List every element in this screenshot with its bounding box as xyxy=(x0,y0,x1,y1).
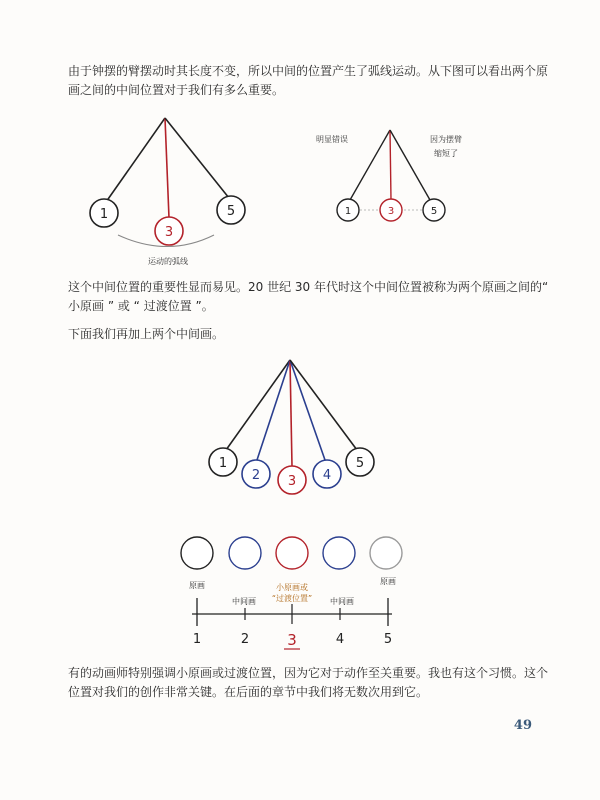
pendulum-diagram-correct xyxy=(90,118,245,266)
label-breakdown-2: “过渡位置” xyxy=(271,594,313,603)
tick-label-1: 1 xyxy=(192,632,202,647)
page-number: 49 xyxy=(513,718,532,733)
label-key-left: 原画 xyxy=(189,581,205,590)
note-wrong: 明显错误 xyxy=(316,135,348,144)
timing-ball-4 xyxy=(323,537,355,569)
pendulum-diagram-five xyxy=(209,360,374,494)
note-reason-1: 因为摆臂 xyxy=(430,135,462,144)
tick-label-2: 2 xyxy=(240,632,250,647)
timing-ball-3 xyxy=(276,537,308,569)
timing-ball-2 xyxy=(229,537,261,569)
paragraph-conclusion: 有的动画师特别强调小原画或过渡位置，因为它对于动作至关重要。我也有这个习惯。这个位置对我们的创作非常关键。在后面的章节中我们将无数次用到它。 xyxy=(68,666,549,699)
pendulum-diagram-wrong xyxy=(316,130,462,221)
ball-5-label: 5 xyxy=(226,204,236,219)
ball-3-label: 3 xyxy=(387,206,395,217)
ball-3-label: 3 xyxy=(164,225,174,240)
paragraph-inbetweens: 下面我们再加上两个中间画。 xyxy=(68,327,225,341)
ball-1-label: 1 xyxy=(99,207,109,222)
label-key-right: 原画 xyxy=(380,577,396,586)
label-breakdown-1: 小原画或 xyxy=(276,583,308,592)
tick-label-4: 4 xyxy=(335,632,345,647)
tick-label-5: 5 xyxy=(383,632,393,647)
ball-1-label: 1 xyxy=(218,456,228,471)
timing-ball-5 xyxy=(370,537,402,569)
arc-label: 运动的弧线 xyxy=(148,257,188,266)
note-reason-2: 缩短了 xyxy=(434,149,458,158)
timing-chart xyxy=(181,537,402,649)
paragraph-intro: 由于钟摆的臂摆动时其长度不变，所以中间的位置产生了弧线运动。从下图可以看出两个原画之间的中间位置对于我们有多么重要。 xyxy=(68,64,549,97)
ball-4-label: 4 xyxy=(322,468,332,483)
paragraph-breakdown: 这个中间位置的重要性显而易见。20 世纪 30 年代时这个中间位置被称为两个原画之间的“ 小原画 ” 或 “ 过渡位置 ”。 xyxy=(68,280,549,313)
ball-1-label: 1 xyxy=(344,206,352,217)
ball-2-label: 2 xyxy=(251,468,261,483)
timing-ball-1 xyxy=(181,537,213,569)
ball-3-label: 3 xyxy=(287,474,297,489)
tick-label-3: 3 xyxy=(287,631,297,649)
label-inbetween-right: 中间画 xyxy=(330,597,354,606)
ball-5-label: 5 xyxy=(430,206,438,217)
ball-5-label: 5 xyxy=(355,456,365,471)
label-inbetween-left: 中间画 xyxy=(232,597,256,606)
